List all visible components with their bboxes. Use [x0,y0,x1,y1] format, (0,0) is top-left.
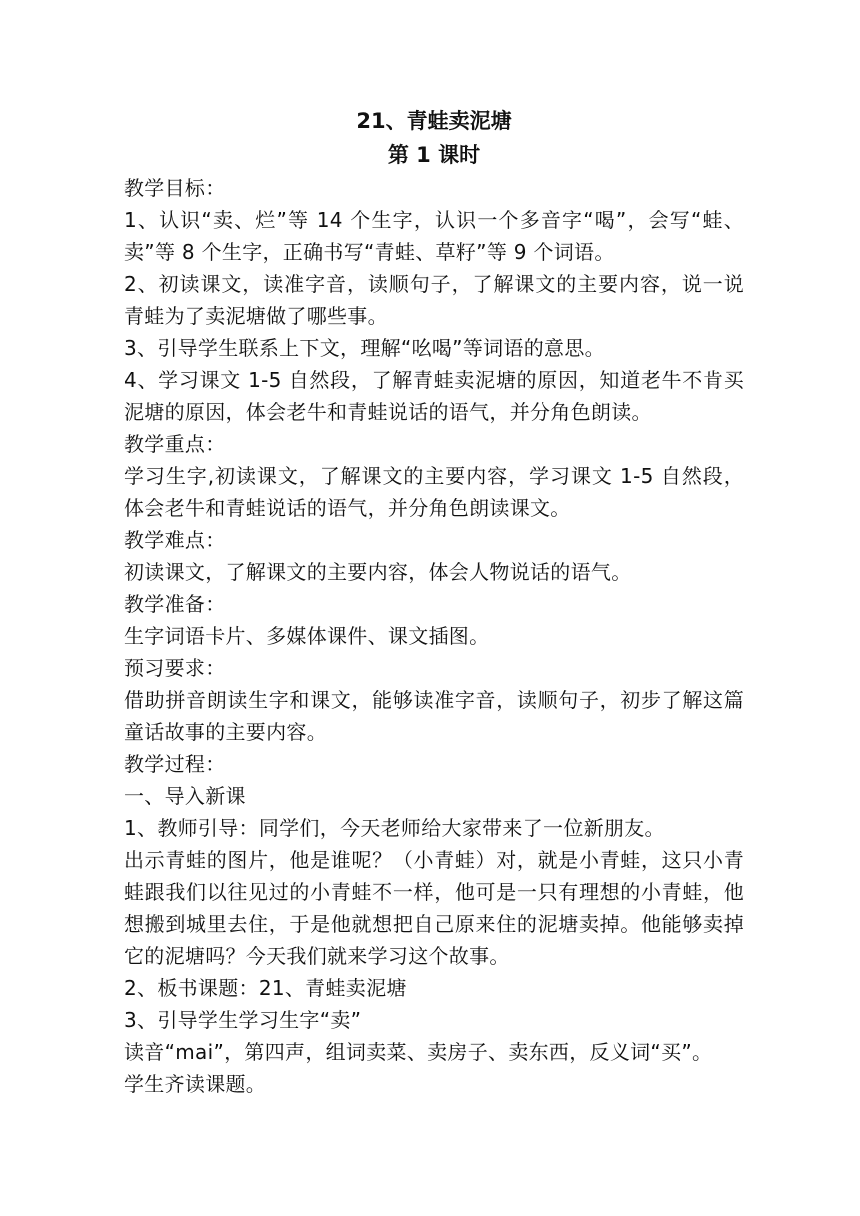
preview-text: 借助拼音朗读生字和课文，能够读准字音，读顺句子，初步了解这篇童话故事的主要内容。 [124,688,744,744]
difficulties-text: 初读课文，了解课文的主要内容，体会人物说话的语气。 [124,560,632,584]
section-heading-process: 教学过程： [124,752,226,776]
section-heading-key-points: 教学重点： [124,432,226,456]
section-heading-objectives: 教学目标： [124,176,226,200]
process-step-read-title: 学生齐读课题。 [124,1072,267,1096]
process-step-3: 3、引导学生学习生字“卖” [124,1008,362,1032]
lesson-subtitle: 第 1 课时 [387,143,481,167]
process-step-1-detail: 出示青蛙的图片，他是谁呢？（小青蛙）对，就是小青蛙，这只小青蛙跟我们以往见过的小青蛙不一样，他可是一只有理想的小青蛙，他想搬到城里去住，于是他就想把自己原来住的泥塘卖掉。他能够卖掉它的泥塘吗？今天我们就来学习这个故事。 [124,848,744,968]
section-heading-preview: 预习要求： [124,656,226,680]
section-heading-difficulties: 教学难点： [124,528,226,552]
preparation-text: 生字词语卡片、多媒体课件、课文插图。 [124,624,490,648]
objective-item-2: 2、初读课文，读准字音，读顺句子，了解课文的主要内容，说一说青蛙为了卖泥塘做了哪些事。 [124,272,744,328]
key-points-text: 学习生字,初读课文，了解课文的主要内容，学习课文 1-5 自然段，体会老牛和青蛙说话的语气，并分角色朗读课文。 [124,464,744,520]
objective-item-3: 3、引导学生联系上下文，理解“吆喝”等词语的意思。 [124,336,605,360]
objective-item-4: 4、学习课文 1-5 自然段，了解青蛙卖泥塘的原因，知道老牛不肯买泥塘的原因，体会老牛和青蛙说话的语气，并分角色朗读。 [124,368,744,424]
process-step-1: 1、教师引导：同学们，今天老师给大家带来了一位新朋友。 [124,816,665,840]
process-step-intro-heading: 一、导入新课 [124,784,246,808]
process-step-2: 2、板书课题：21、青蛙卖泥塘 [124,976,407,1000]
section-heading-preparation: 教学准备： [124,592,226,616]
objective-item-1: 1、认识“卖、烂”等 14 个生字，认识一个多音字“喝”，会写“蛙、卖”等 8 个生字，正确书写“青蛙、草籽”等 9 个词语。 [124,208,744,264]
document-title: 21、青蛙卖泥塘 [356,109,512,133]
document-body [124,172,744,1100]
process-step-3-detail: 读音“mai”，第四声，组词卖菜、卖房子、卖东西，反义词“买”。 [124,1040,713,1064]
